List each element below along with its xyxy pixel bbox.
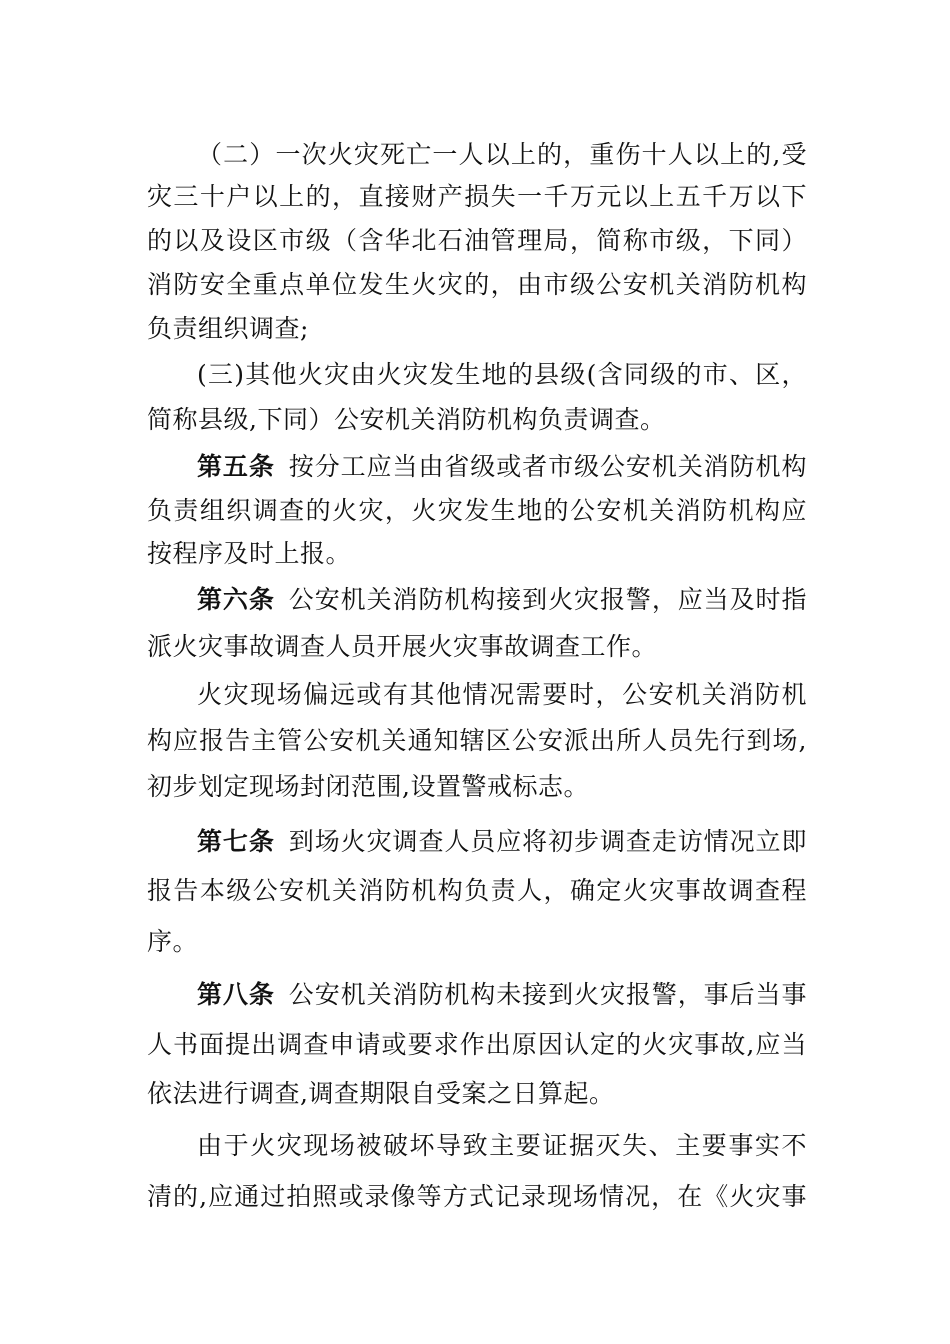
paragraph-line: 由于火灾现场被破坏导致主要证据灭失、主要事实不 xyxy=(197,1131,807,1160)
paragraph-line: 负责组织调查; xyxy=(147,314,309,343)
paragraph-line: 消防安全重点单位发生火灾的，由市级公安机关消防机构 xyxy=(147,270,807,299)
article-8-first-line xyxy=(197,974,807,1016)
article-number: 第六条 xyxy=(197,585,275,614)
article-number: 第八条 xyxy=(197,980,275,1009)
article-text: 到场火灾调查人员应将初步调查走访情况立即 xyxy=(288,827,807,856)
paragraph-line: 按程序及时上报。 xyxy=(147,539,352,568)
article-text: 公安机关消防机构接到火灾报警，应当及时指 xyxy=(288,585,807,614)
paragraph-line: 依法进行调查,调查期限自受案之日算起。 xyxy=(147,1079,615,1108)
paragraph-line: 构应报告主管公安机关通知辖区公安派出所人员先行到场, xyxy=(147,726,807,755)
paragraph-line: 序。 xyxy=(147,927,199,956)
article-7-first-line xyxy=(197,821,807,863)
paragraph-line: 火灾现场偏远或有其他情况需要时，公安机关消防机 xyxy=(197,680,807,709)
paragraph-line: 灾三十户以上的，直接财产损失一千万元以上五千万以下 xyxy=(147,182,807,211)
paragraph-line: 人书面提出调查申请或要求作出原因认定的火灾事故,应当 xyxy=(147,1030,807,1059)
article-number: 第五条 xyxy=(197,452,275,481)
paragraph-line: 的以及设区市级（含华北石油管理局，简称市级，下同） xyxy=(147,226,807,255)
article-6-first-line xyxy=(197,579,807,621)
paragraph-line: （二）一次火灾死亡一人以上的，重伤十人以上的,受 xyxy=(197,140,807,169)
paragraph-line: 简称县级,下同）公安机关消防机构负责调查。 xyxy=(147,405,666,434)
paragraph-line: 清的,应通过拍照或录像等方式记录现场情况，在《火灾事 xyxy=(147,1182,807,1211)
article-number: 第七条 xyxy=(197,827,275,856)
article-text: 公安机关消防机构未接到火灾报警，事后当事 xyxy=(288,980,807,1009)
article-text: 按分工应当由省级或者市级公安机关消防机构 xyxy=(288,452,807,481)
paragraph-line: 负责组织调查的火灾，火灾发生地的公安机关消防机构应 xyxy=(147,496,807,525)
article-5-first-line xyxy=(197,446,807,488)
paragraph-line: 初步划定现场封闭范围,设置警戒标志。 xyxy=(147,772,589,801)
paragraph-line: 报告本级公安机关消防机构负责人，确定火灾事故调查程 xyxy=(147,876,807,905)
paragraph-line: (三)其他火灾由火灾发生地的县级(含同级的市、区， xyxy=(197,360,807,389)
paragraph-line: 派火灾事故调查人员开展火灾事故调查工作。 xyxy=(147,632,658,661)
